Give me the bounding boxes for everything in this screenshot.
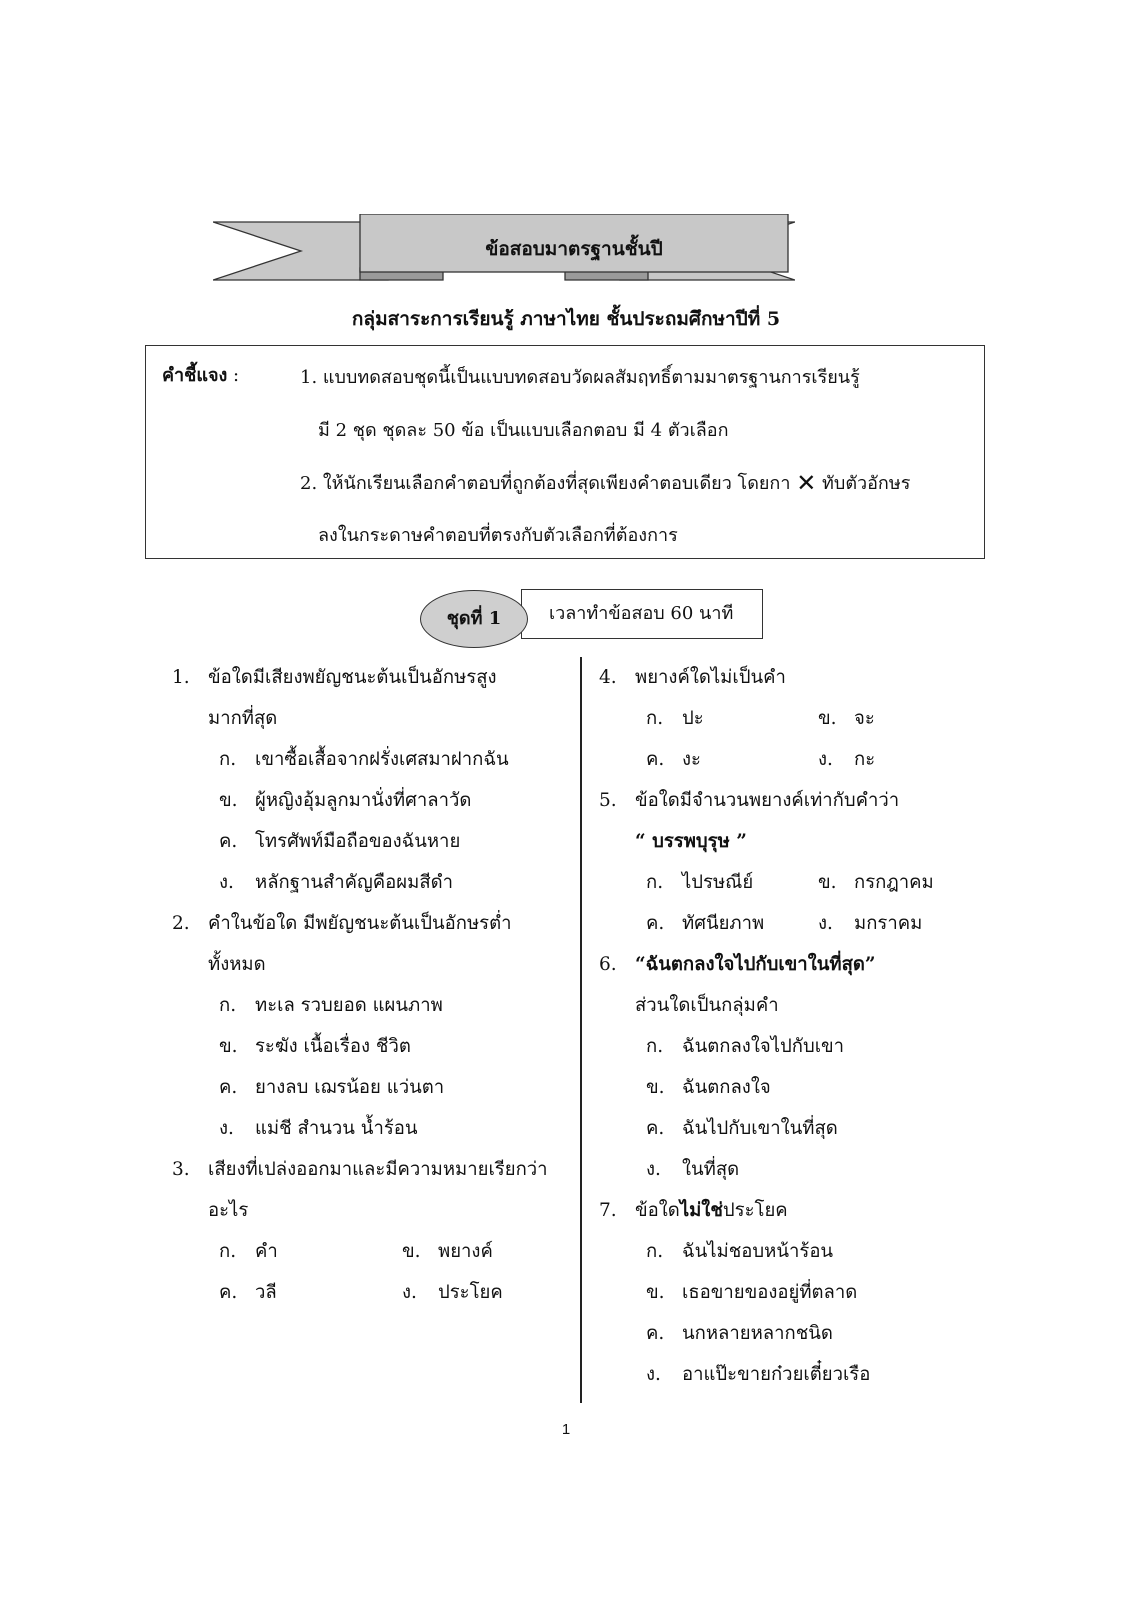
option-label: ง. bbox=[219, 1118, 234, 1139]
option-text: ฉันตกลงใจไปกับเขา bbox=[682, 1036, 845, 1057]
instruction-line-2: มี 2 ชุด ชุดละ 50 ข้อ เป็นแบบเลือกตอบ มี 4 ตัวเลือก bbox=[318, 420, 729, 441]
answer-option[interactable] bbox=[219, 870, 453, 896]
instructions-label-text: คำชี้แจง bbox=[162, 365, 228, 386]
answer-option[interactable] bbox=[219, 1034, 411, 1060]
question-number: 1. bbox=[172, 667, 190, 688]
option-text: คำ bbox=[255, 1241, 278, 1262]
option-text: ผู้หญิงอุ้มลูกมานั่งที่ศาลาวัด bbox=[255, 790, 472, 811]
answer-option[interactable] bbox=[646, 1116, 838, 1142]
option-text: หลักฐานสำคัญคือผมสีดำ bbox=[255, 872, 454, 893]
instruction-line-1: 1. แบบทดสอบชุดนี้เป็นแบบทดสอบวัดผลสัมฤทธิ์ตามมาตรฐานการเรียนรู้ bbox=[300, 367, 860, 388]
option-label: ก. bbox=[219, 995, 237, 1016]
option-label: ง. bbox=[818, 749, 833, 770]
question-5-text: ข้อใดมีจำนวนพยางค์เท่ากับคำว่า bbox=[635, 790, 900, 811]
question-3-text: เสียงที่เปล่งออกมาและมีความหมายเรียกว่า bbox=[208, 1159, 548, 1180]
option-text: เธอขายของอยู่ที่ตลาด bbox=[682, 1282, 858, 1303]
option-label: ค. bbox=[646, 1323, 665, 1344]
option-text: กะ bbox=[854, 749, 876, 770]
option-label: ก. bbox=[219, 1241, 237, 1262]
answer-option[interactable] bbox=[818, 870, 934, 896]
question-2-text: คำในข้อใด มีพยัญชนะต้นเป็นอักษรต่ำ bbox=[208, 913, 512, 934]
option-text: ในที่สุด bbox=[682, 1159, 740, 1180]
option-label: ข. bbox=[219, 1036, 238, 1057]
answer-option[interactable] bbox=[646, 747, 701, 773]
option-text: จะ bbox=[854, 708, 875, 729]
cross-mark-icon: ✕ bbox=[796, 469, 817, 497]
answer-option[interactable] bbox=[646, 1321, 833, 1347]
question-number: 5. bbox=[599, 790, 617, 811]
answer-option[interactable] bbox=[818, 706, 875, 732]
answer-option[interactable] bbox=[646, 1362, 870, 1388]
option-label: ค. bbox=[646, 1118, 665, 1139]
answer-option[interactable] bbox=[219, 1239, 278, 1265]
instruction-line-3-post: ทับตัวอักษร bbox=[822, 473, 911, 494]
option-label: ก. bbox=[646, 1241, 664, 1262]
option-text: แม่ชี สำนวน น้ำร้อน bbox=[255, 1118, 418, 1139]
option-label: ค. bbox=[219, 831, 238, 852]
question-number: 6. bbox=[599, 954, 617, 975]
instructions-label-colon: : bbox=[227, 365, 240, 386]
page-number: 1 bbox=[561, 1421, 571, 1438]
set-label: ชุดที่ 1 bbox=[420, 590, 528, 648]
option-label: ข. bbox=[219, 790, 238, 811]
answer-option[interactable] bbox=[219, 747, 509, 773]
option-text: กรกฎาคม bbox=[854, 872, 934, 893]
answer-option[interactable] bbox=[219, 829, 460, 855]
answer-option[interactable] bbox=[219, 993, 443, 1019]
option-text: งะ bbox=[682, 749, 701, 770]
question-number: 7. bbox=[599, 1200, 617, 1221]
answer-option[interactable] bbox=[402, 1239, 493, 1265]
option-text: ทะเล รวบยอด แผนภาพ bbox=[255, 995, 443, 1016]
option-text: ปะ bbox=[682, 708, 704, 729]
question-7-post: ประโยค bbox=[722, 1200, 788, 1221]
question-5-text-cont: “ บรรพบุรุษ ” bbox=[635, 831, 747, 852]
question-3-text-cont: อะไร bbox=[208, 1200, 249, 1221]
answer-option[interactable] bbox=[646, 911, 764, 937]
banner-title: ข้อสอบมาตรฐานชั้นปี bbox=[485, 238, 663, 260]
answer-option[interactable] bbox=[646, 706, 704, 732]
option-label: ข. bbox=[646, 1077, 665, 1098]
option-text: ฉันไปกับเขาในที่สุด bbox=[682, 1118, 838, 1139]
option-label: ข. bbox=[646, 1282, 665, 1303]
answer-option[interactable] bbox=[646, 870, 753, 896]
option-text: พยางค์ bbox=[438, 1241, 493, 1262]
question-number: 2. bbox=[172, 913, 190, 934]
option-text: ยางลบ เฌรน้อย แว่นตา bbox=[255, 1077, 445, 1098]
option-label: ค. bbox=[219, 1282, 238, 1303]
instruction-line-3-text: 2. ให้นักเรียนเลือกคำตอบที่ถูกต้องที่สุดเพียงคำตอบเดียว โดยกา bbox=[300, 473, 791, 494]
answer-option[interactable] bbox=[818, 911, 922, 937]
option-label: ง. bbox=[402, 1282, 417, 1303]
question-2-text-cont: ทั้งหมด bbox=[208, 954, 266, 975]
option-label: ค. bbox=[646, 749, 665, 770]
question-number: 3. bbox=[172, 1159, 190, 1180]
option-label: ก. bbox=[646, 708, 664, 729]
option-label: ง. bbox=[646, 1364, 661, 1385]
option-text: ระฆัง เนื้อเรื่อง ชีวิต bbox=[255, 1036, 411, 1057]
question-7-emphasis: ไม่ใช่ bbox=[679, 1200, 723, 1221]
option-text: เขาซื้อเสื้อจากฝรั่งเศสมาฝากฉัน bbox=[255, 749, 509, 770]
answer-option[interactable] bbox=[219, 1075, 444, 1101]
option-label: ง. bbox=[219, 872, 234, 893]
question-number: 4. bbox=[599, 667, 617, 688]
option-text: อาแป๊ะขายก๋วยเตี๋ยวเรือ bbox=[682, 1364, 871, 1385]
option-label: ค. bbox=[646, 913, 665, 934]
instructions-label bbox=[162, 360, 239, 389]
exam-time: เวลาทำข้อสอบ 60 นาที bbox=[521, 589, 763, 639]
instruction-line-4: ลงในกระดาษคำตอบที่ตรงกับตัวเลือกที่ต้องการ bbox=[318, 525, 678, 546]
answer-option[interactable] bbox=[646, 1075, 771, 1101]
option-text: ฉันตกลงใจ bbox=[682, 1077, 771, 1098]
answer-option[interactable] bbox=[402, 1280, 503, 1306]
option-text: โทรศัพท์มือถือของฉันหาย bbox=[255, 831, 461, 852]
option-text: วลี bbox=[255, 1282, 277, 1303]
option-label: ก. bbox=[219, 749, 237, 770]
option-text: ฉันไม่ชอบหน้าร้อน bbox=[682, 1241, 834, 1262]
instruction-line-3 bbox=[300, 468, 910, 497]
subject-line: กลุ่มสาระการเรียนรู้ ภาษาไทย ชั้นประถมศึกษาปีที่ 5 bbox=[351, 308, 781, 330]
option-label: ง. bbox=[646, 1159, 661, 1180]
option-label: ก. bbox=[646, 1036, 664, 1057]
option-text: มกราคม bbox=[854, 913, 923, 934]
option-label: ก. bbox=[646, 872, 664, 893]
answer-option[interactable] bbox=[646, 1157, 739, 1183]
question-7-pre: ข้อใด bbox=[635, 1200, 680, 1221]
question-6-text-cont: ส่วนใดเป็นกลุ่มคำ bbox=[635, 995, 779, 1016]
option-text: นกหลายหลากชนิด bbox=[682, 1323, 833, 1344]
option-text: ทัศนียภาพ bbox=[682, 913, 765, 934]
answer-option[interactable] bbox=[818, 747, 875, 773]
answer-option[interactable] bbox=[219, 1116, 418, 1142]
answer-option[interactable] bbox=[646, 1239, 833, 1265]
answer-option[interactable] bbox=[219, 1280, 277, 1306]
option-text: ประโยค bbox=[438, 1282, 503, 1303]
question-6-text: “ฉันตกลงใจไปกับเขาในที่สุด” bbox=[635, 954, 876, 975]
answer-option[interactable] bbox=[219, 788, 471, 814]
column-divider bbox=[580, 657, 582, 1403]
answer-option[interactable] bbox=[646, 1280, 857, 1306]
option-label: ข. bbox=[402, 1241, 421, 1262]
question-1-text-cont: มากที่สุด bbox=[208, 708, 278, 729]
question-1-text: ข้อใดมีเสียงพยัญชนะต้นเป็นอักษรสูง bbox=[208, 667, 497, 688]
question-7-text bbox=[635, 1198, 788, 1224]
option-label: ค. bbox=[219, 1077, 238, 1098]
option-label: ข. bbox=[818, 708, 837, 729]
option-text: ไปรษณีย์ bbox=[682, 872, 754, 893]
option-label: ข. bbox=[818, 872, 837, 893]
option-label: ง. bbox=[818, 913, 833, 934]
question-4-text: พยางค์ใดไม่เป็นคำ bbox=[635, 667, 786, 688]
answer-option[interactable] bbox=[646, 1034, 844, 1060]
